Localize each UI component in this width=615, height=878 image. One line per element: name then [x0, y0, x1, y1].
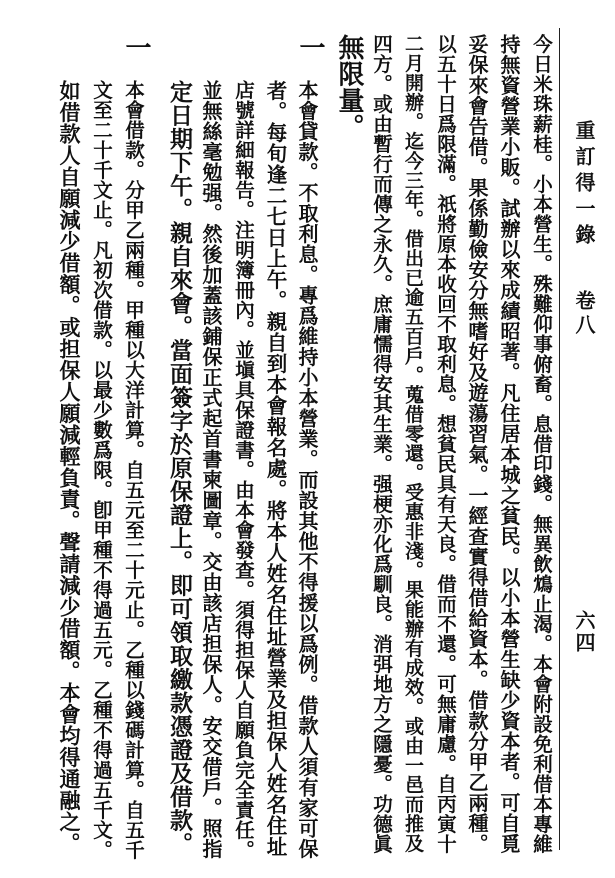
- text-column: 妥保來會告借。果係勤儉安分無嗜好及遊蕩習氣。一經查實得借給資本。借款分甲乙兩種。: [465, 34, 489, 854]
- text-column: 店號詳細報告。注明簿冊內。並塡具保證書。由本會發查。須得担保人自願負完全責任。: [232, 80, 255, 860]
- text-column: 者。每旬逢二七日上午。親自到本會報名處。將本人姓名住址營業及担保人姓名住址: [263, 80, 287, 857]
- text-column: 本會借款。分甲乙兩種。甲種以大洋計算。自五元至二十元止。乙種以錢碼計算。自五千: [122, 80, 145, 860]
- book-title: 重訂得一錄: [572, 120, 596, 250]
- header-divider: [559, 28, 560, 850]
- volume-label: 卷八: [572, 290, 596, 338]
- text-column: 無限量。: [334, 34, 364, 140]
- text-column: 二月開辦。迄今三年。借出已逾五百戶。蒐借零還。受惠非淺。果能辦有成效。或由一邑而推及: [402, 34, 424, 853]
- text-column: 如借款人自願減少借額。或担保人願減輕負責。聲請減少借額。本會均得通融之。: [57, 80, 82, 854]
- text-column: 本會貸款。不取利息。專爲維持小本營業。而設其他不得援以爲例。借款人須有家可保: [295, 80, 319, 859]
- text-column: 並無絲毫勉强。然後加蓋該鋪保正式起首書柬圖章。交由該店担保人。安交借戶。照指: [199, 80, 223, 859]
- section-marker: 一: [295, 34, 325, 60]
- text-column: 今日米珠薪桂。小本營生。殊難仰事俯畜。息借印錢。無異飲鴆止渴。本會附設免利借本專維: [530, 34, 553, 854]
- text-column: 四方。或由暫行而傳之永久。庶庸懦得安其生業。强梗亦化爲馴良。消弭地方之隱憂。功德眞: [370, 34, 393, 854]
- text-column: 持無資營業小販。試辦以來成績昭著。凡住居本城之貧民。以小本營生缺少資本者。可自覓: [497, 34, 521, 854]
- text-column: 文至二十千文止。凡初次借款。以最少數爲限。卽甲種不得過五元。乙種不得過五千文。: [90, 80, 113, 860]
- text-column: 定日期下午。親自來會。當面簽字於原保證上。即可領取繳款憑證及借款。: [166, 80, 193, 856]
- section-marker: 一: [121, 34, 151, 60]
- page-number: 六四: [572, 610, 596, 654]
- text-column: 以五十日爲限滿。祇將原本收回不取利息。想貧民具有天良。借而不還。可無庸慮。自丙寅十: [434, 34, 457, 854]
